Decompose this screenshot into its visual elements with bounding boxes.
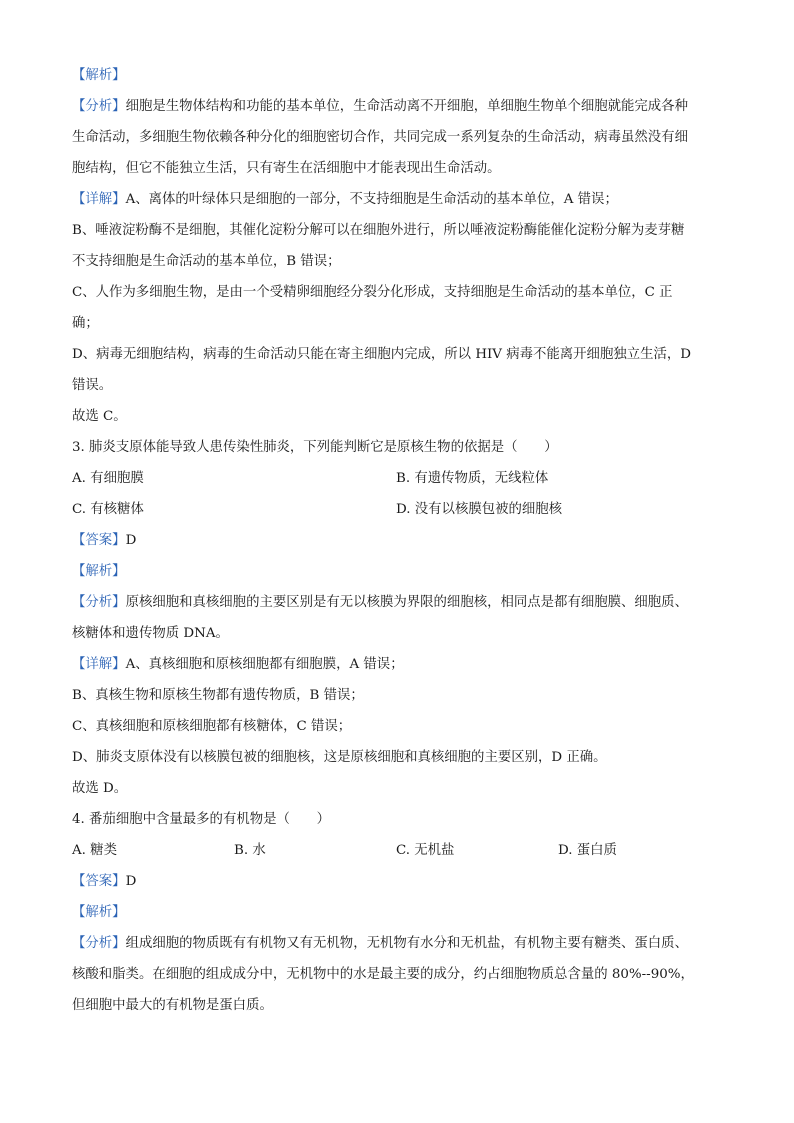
answer-line — [72, 525, 722, 556]
conclusion: 故选 C。 — [72, 409, 127, 424]
detail-paragraph — [72, 649, 722, 680]
question-stem: 4. 番茄细胞中含量最多的有机物是（ ） — [72, 812, 331, 827]
analysis-text: 组成细胞的物质既有有机物又有无机物，无机物有水分和无机盐，有机物主要有糖类、蛋白质、 — [125, 936, 688, 951]
analysis-paragraph — [72, 587, 722, 618]
option-b: B. 水 — [234, 843, 266, 858]
analysis-text-line: 生命活动，多细胞生物依赖各种分化的细胞密切合作，共同完成一系列复杂的生命活动，病毒虽然没有细 — [72, 130, 688, 145]
conclusion: 故选 D。 — [72, 781, 128, 796]
question-stem: 3. 肺炎支原体能导致人患传染性肺炎，下列能判断它是原核生物的依据是（ ） — [72, 440, 558, 455]
option-a: A. 有细胞膜 — [72, 471, 144, 486]
explain-heading: 【解析】 — [72, 564, 126, 579]
detail-text-line: B、唾液淀粉酶不是细胞，其催化淀粉分解可以在细胞外进行，所以唾液淀粉酶能催化淀粉分解为麦芽糖 — [72, 223, 685, 238]
analysis-text-line: 胞结构，但它不能独立生活，只有寄生在活细胞中才能表现出生命活动。 — [72, 161, 501, 176]
answer-line — [72, 866, 722, 897]
detail-paragraph — [72, 184, 722, 215]
option-row — [72, 835, 722, 866]
detail-text-line: 确； — [72, 316, 99, 331]
answer-tag: 【答案】 — [72, 874, 126, 889]
analysis-tag: 【分析】 — [72, 99, 126, 114]
analysis-text-line: 但细胞中最大的有机物是蛋白质。 — [72, 998, 273, 1013]
document-page — [72, 60, 722, 1021]
detail-text-line: C、人作为多细胞生物，是由一个受精卵细胞经分裂分化形成，支持细胞是生命活动的基本单位，C 正 — [72, 285, 673, 300]
analysis-text: 细胞是生物体结构和功能的基本单位，生命活动离不开细胞，单细胞生物单个细胞就能完成各种 — [125, 99, 688, 114]
analysis-tag: 【分析】 — [72, 936, 126, 951]
option-row — [72, 463, 722, 494]
analysis-text: 原核细胞和真核细胞的主要区别是有无以核膜为界限的细胞核，相同点是都有细胞膜、细胞质、 — [125, 595, 688, 610]
option-c: C. 有核糖体 — [72, 502, 144, 517]
option-d: D. 没有以核膜包被的细胞核 — [396, 502, 563, 517]
detail-text-line: D、肺炎支原体没有以核膜包被的细胞核，这是原核细胞和真核细胞的主要区别，D 正确。 — [72, 750, 607, 765]
analysis-text-line: 核糖体和遗传物质 DNA。 — [72, 626, 229, 641]
option-row — [72, 494, 722, 525]
detail-text: A、离体的叶绿体只是细胞的一部分，不支持细胞是生命活动的基本单位，A 错误； — [125, 192, 618, 207]
detail-text-line: B、真核生物和原核生物都有遗传物质，B 错误； — [72, 688, 364, 703]
analysis-tag: 【分析】 — [72, 595, 126, 610]
answer-value: D — [125, 874, 137, 889]
explain-heading: 【解析】 — [72, 905, 126, 920]
analysis-paragraph — [72, 928, 722, 959]
detail-text-line: 不支持细胞是生命活动的基本单位，B 错误； — [72, 254, 341, 269]
analysis-text-line: 核酸和脂类。在细胞的组成成分中，无机物中的水是最主要的成分，约占细胞物质总含量的 80%--90%， — [72, 967, 694, 982]
option-d: D. 蛋白质 — [558, 843, 617, 858]
option-b: B. 有遗传物质，无线粒体 — [396, 471, 549, 486]
explain-heading: 【解析】 — [72, 68, 126, 83]
option-a: A. 糖类 — [72, 843, 117, 858]
detail-text-line: D、病毒无细胞结构，病毒的生命活动只能在寄主细胞内完成，所以 HIV 病毒不能离开细胞独立生活，D — [72, 347, 692, 362]
detail-text-line: C、真核细胞和原核细胞都有核糖体，C 错误； — [72, 719, 352, 734]
detail-text-line: 错误。 — [72, 378, 113, 393]
answer-tag: 【答案】 — [72, 533, 126, 548]
option-c: C. 无机盐 — [396, 843, 455, 858]
analysis-paragraph — [72, 91, 722, 122]
answer-value: D — [125, 533, 137, 548]
detail-tag: 【详解】 — [72, 657, 126, 672]
detail-text: A、真核细胞和原核细胞都有细胞膜，A 错误； — [125, 657, 404, 672]
detail-tag: 【详解】 — [72, 192, 126, 207]
